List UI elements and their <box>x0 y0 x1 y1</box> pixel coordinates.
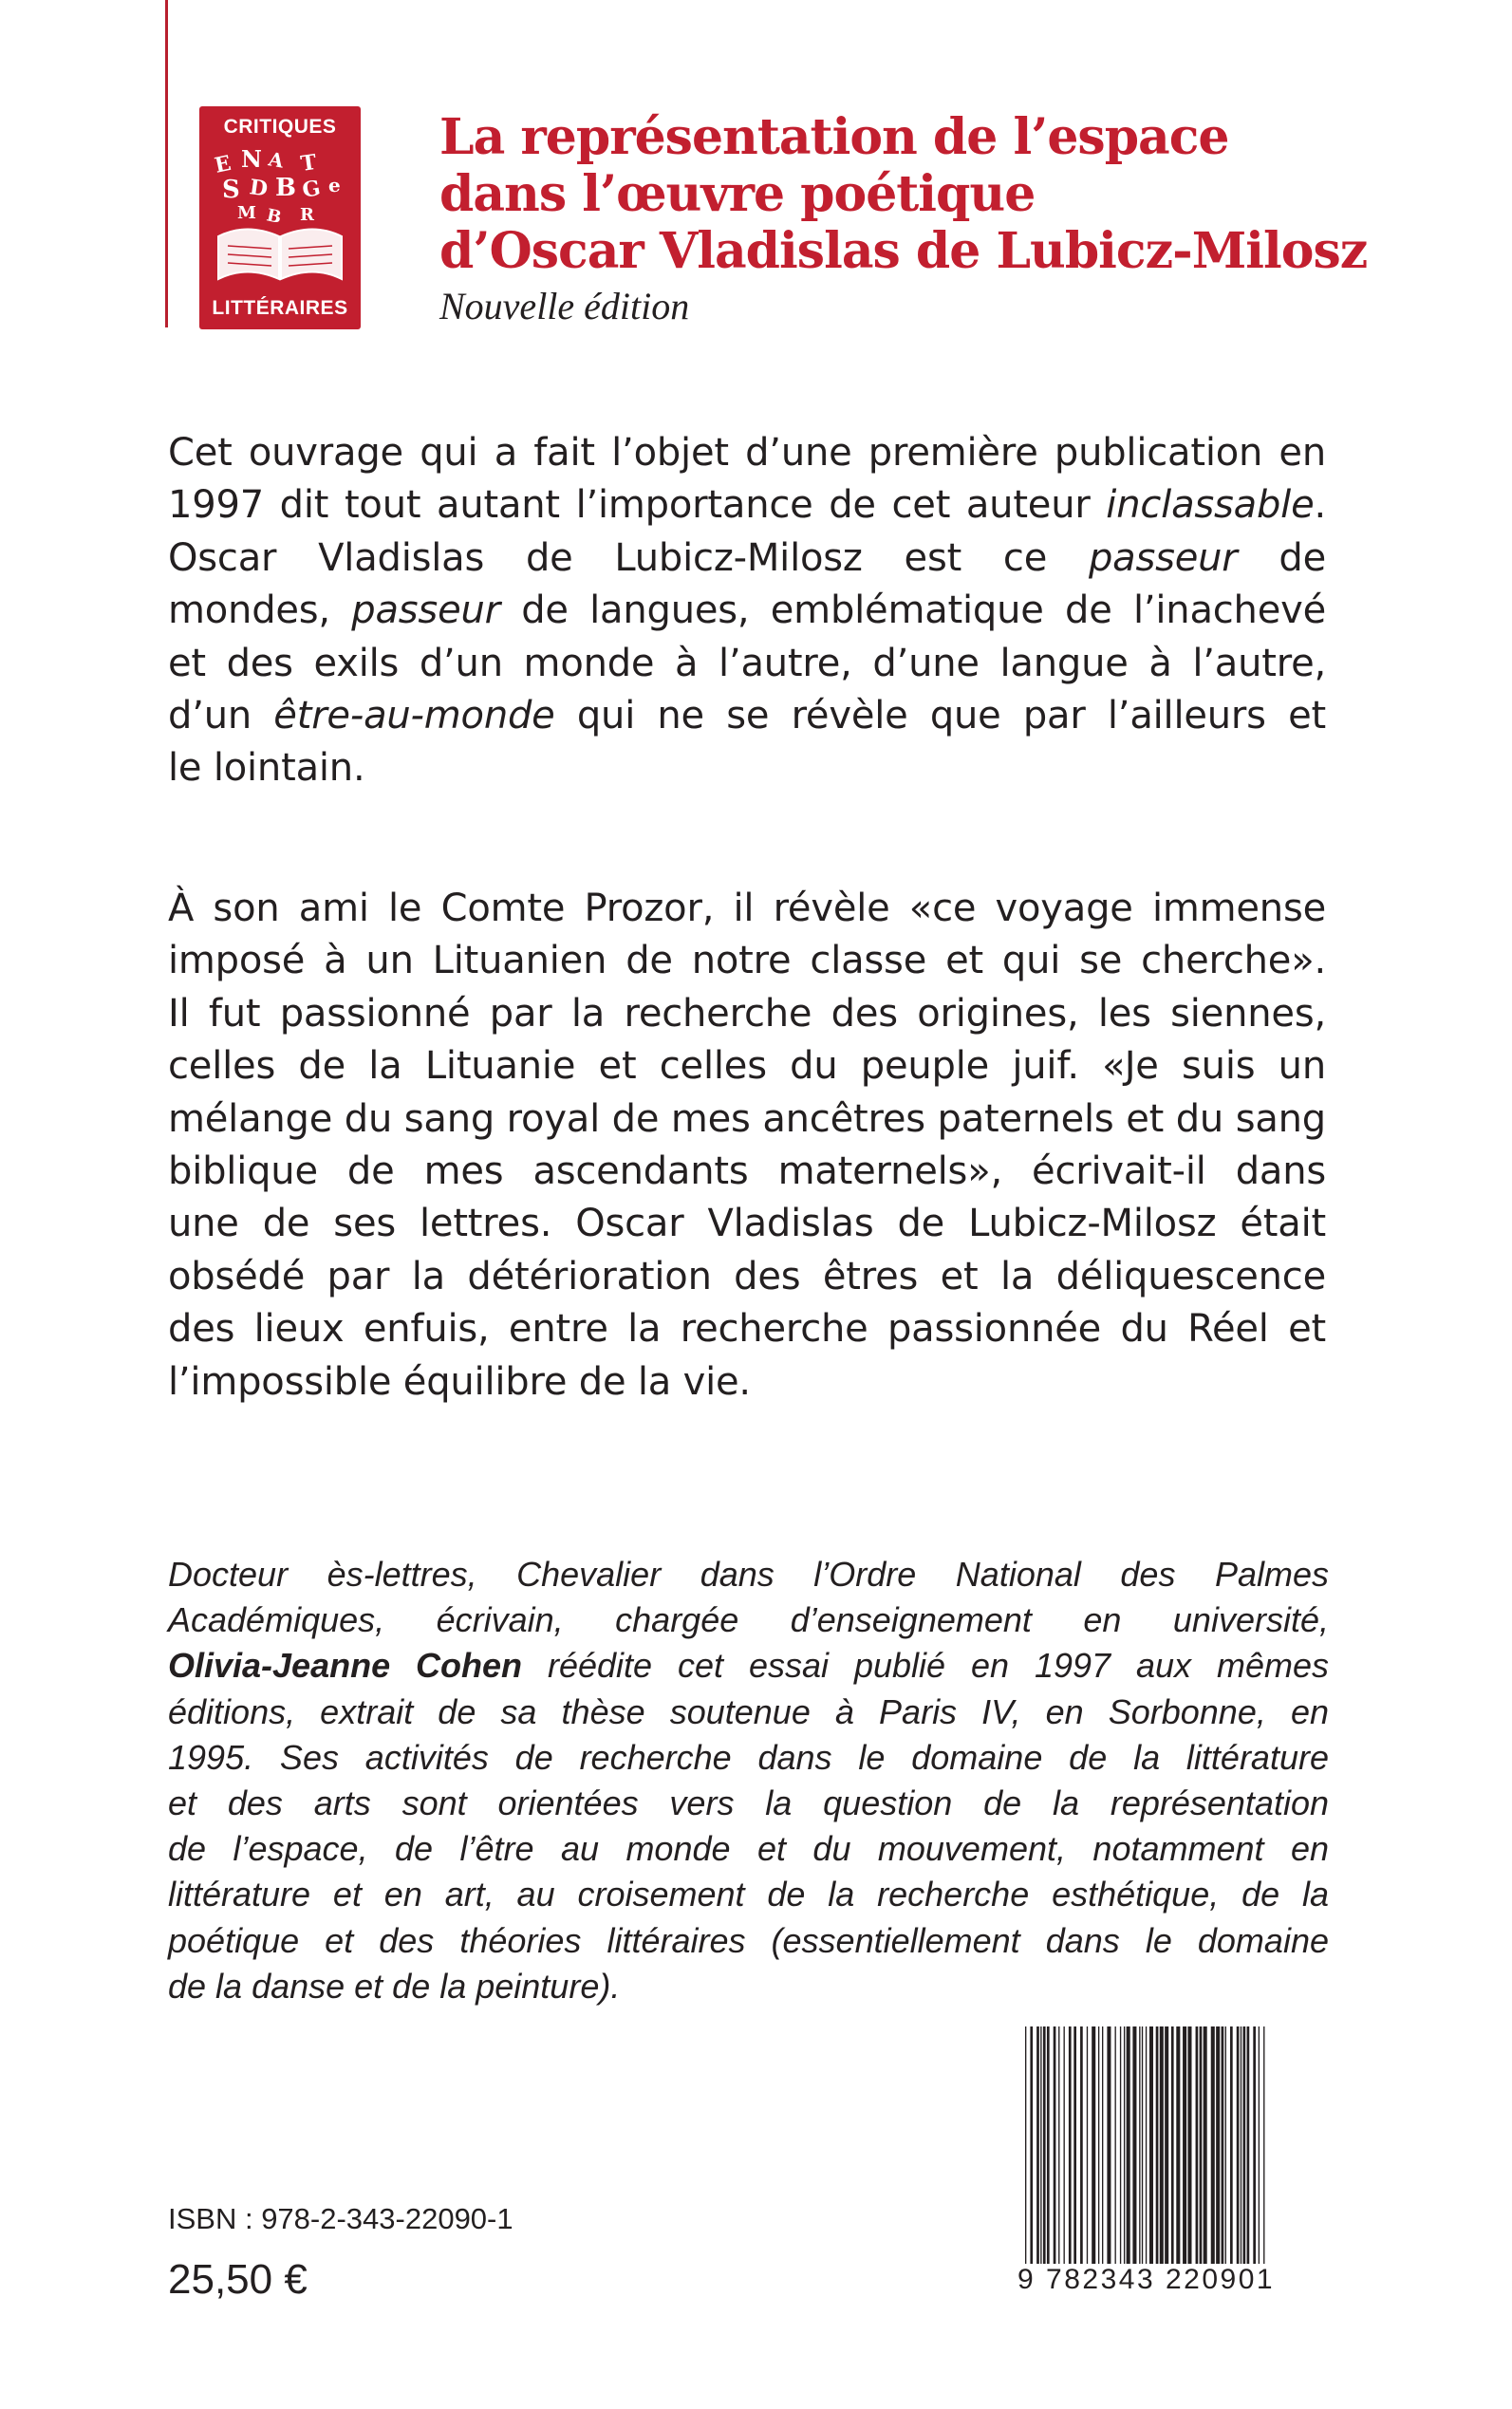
barcode-bar <box>1176 2026 1180 2264</box>
bio-line: Académiques, écrivain, chargée d’enseignement en université, <box>168 1600 1329 1640</box>
barcode-bar <box>1216 2026 1220 2264</box>
barcode-bar <box>1142 2026 1143 2264</box>
text-line: Il fut passionné par la recherche des origines, les siennes, <box>168 991 1326 1036</box>
emphasis: être-au-monde <box>273 694 555 738</box>
text-line: des lieux enfuis, entre la recherche passionnée du Réel et <box>168 1307 1326 1352</box>
barcode-bar <box>1237 2026 1240 2264</box>
barcode-bar <box>1200 2026 1203 2264</box>
svg-text:B: B <box>275 174 296 202</box>
open-book-icon <box>209 146 351 289</box>
barcode-bar <box>1187 2026 1191 2264</box>
text-line: biblique de mes ascendants maternels», écrivait-il dans <box>168 1149 1326 1194</box>
bio-line: poétique et des théories littéraires (essentiellement dans le domaine <box>168 1920 1329 1960</box>
bio-line: et des arts sont orientées vers la question de la représentation <box>168 1783 1329 1823</box>
barcode-bar <box>1025 2026 1026 2264</box>
barcode-bar <box>1098 2026 1099 2264</box>
barcode-bar <box>1171 2026 1174 2264</box>
barcode-bar <box>1107 2026 1111 2264</box>
text-line: celles de la Lituanie et celles du peuple juif. «Je suis un <box>168 1044 1326 1089</box>
text-line: mondes, passeur de langues, emblématique de l’inachevé <box>168 588 1326 633</box>
text-line: d’un être-au-monde qui ne se révèle que par l’ailleurs et <box>168 694 1326 738</box>
barcode-bar <box>1132 2026 1136 2264</box>
svg-text:E: E <box>212 150 233 178</box>
edition-subtitle: Nouvelle édition <box>439 285 690 327</box>
barcode-bar <box>1030 2026 1033 2264</box>
title-line: d’Oscar Vladislas de Lubicz-Milosz <box>439 222 1368 280</box>
bio-line: Olivia-Jeanne Cohen réédite cet essai publié en 1997 aux mêmes <box>168 1646 1329 1686</box>
barcode-bar <box>1247 2026 1250 2264</box>
bio-line: de l’espace, de l’être au monde et du mouvement, notamment en <box>168 1829 1329 1869</box>
emphasis: inclassable <box>1106 483 1315 528</box>
text-line: 1997 dit tout autant l’importance de cet auteur inclassable. <box>168 483 1326 528</box>
barcode-bar <box>1102 2026 1103 2264</box>
barcode-bar <box>1165 2026 1168 2264</box>
summary-paragraph-2 <box>168 883 1326 1409</box>
barcode-digits: 9 782343 220901 <box>1017 2264 1276 2295</box>
barcode-bar <box>1064 2026 1065 2264</box>
collection-logo <box>199 106 361 329</box>
text-line: À son ami le Comte Prozor, il révèle «ce voyage immense <box>168 887 1326 930</box>
barcode-bar <box>1092 2026 1095 2264</box>
svg-text:G: G <box>300 176 323 203</box>
svg-text:e: e <box>328 174 341 196</box>
barcode-bar <box>1054 2026 1056 2264</box>
barcode-bar <box>1139 2026 1140 2264</box>
svg-text:M: M <box>237 203 256 223</box>
bio-line: éditions, extrait de sa thèse soutenue à Paris IV, en Sorbonne, en <box>168 1691 1329 1731</box>
svg-text:R: R <box>300 205 314 225</box>
bio-line: de la danse et de la peinture). <box>168 1966 621 2006</box>
barcode-bar <box>1243 2026 1246 2264</box>
barcode-bar <box>1183 2026 1186 2264</box>
barcode-bar <box>1040 2026 1041 2264</box>
barcode-bar <box>1047 2026 1050 2264</box>
logo-top-label: CRITIQUES <box>223 116 337 138</box>
barcode-bar <box>1253 2026 1256 2264</box>
text-line: mélange du sang royal de mes ancêtres paternels et du sang <box>168 1096 1326 1141</box>
text-line: Cet ouvrage qui a fait l’objet d’une première publication en <box>168 431 1326 475</box>
svg-text:N: N <box>241 146 262 173</box>
text-line: obsédé par la détérioration des êtres et la déliquescence <box>168 1254 1326 1298</box>
barcode-bar <box>1073 2026 1076 2264</box>
emphasis: passeur <box>1088 535 1238 580</box>
barcode-bar <box>1115 2026 1116 2264</box>
barcode-bar <box>1124 2026 1125 2264</box>
emphasis: passeur <box>351 588 500 633</box>
barcode-bar <box>1149 2026 1153 2264</box>
summary-paragraph-1 <box>168 427 1326 795</box>
barcode-bar <box>1036 2026 1039 2264</box>
barcode-bar <box>1263 2026 1264 2264</box>
barcode-bar <box>1204 2026 1207 2264</box>
text-line: Oscar Vladislas de Lubicz-Milosz est ce passeur de <box>168 535 1326 580</box>
bio-line: littérature et en art, au croisement de la recherche esthétique, de la <box>168 1875 1329 1914</box>
barcode-bar <box>1230 2026 1233 2264</box>
barcode-bar <box>1225 2026 1226 2264</box>
barcode-bar <box>1120 2026 1121 2264</box>
barcode-bar <box>1043 2026 1046 2264</box>
book-title <box>439 109 1465 280</box>
title-block <box>439 109 1465 328</box>
text-line: imposé à un Lituanien de notre classe et qui se cherche». <box>168 939 1326 983</box>
barcode-bar <box>1127 2026 1130 2264</box>
barcode-bar <box>1222 2026 1224 2264</box>
barcode-bar <box>1196 2026 1199 2264</box>
svg-text:D: D <box>248 175 270 202</box>
text-line: l’impossible équilibre de la vie. <box>168 1359 751 1404</box>
author-bio <box>168 1552 1329 2009</box>
svg-text:A: A <box>267 147 286 173</box>
author-name: Olivia-Jeanne Cohen <box>168 1646 523 1686</box>
barcode-bar <box>1211 2026 1215 2264</box>
barcode-bar <box>1080 2026 1083 2264</box>
barcode-bar <box>1259 2026 1260 2264</box>
text-line: le lointain. <box>168 746 365 791</box>
bio-line: Docteur ès-lettres, Chevalier dans l’Ordre National des Palmes <box>168 1555 1329 1594</box>
barcode <box>1017 2026 1331 2264</box>
logo-bottom-label: LITTÉRAIRES <box>212 297 348 319</box>
red-vertical-rule <box>165 0 168 327</box>
svg-text:B: B <box>264 205 284 229</box>
svg-text:S: S <box>222 176 240 204</box>
barcode-bar <box>1087 2026 1088 2264</box>
text-line: une de ses lettres. Oscar Vladislas de Lubicz-Milosz était <box>168 1202 1326 1246</box>
bio-line: 1995. Ses activités de recherche dans le domaine de la littérature <box>168 1737 1329 1777</box>
barcode-bar <box>1069 2026 1072 2264</box>
barcode-bar <box>1058 2026 1059 2264</box>
text-line: et des exils d’un monde à l’autre, d’une langue à l’autre, <box>168 641 1326 685</box>
isbn-text: ISBN : 978-2-343-22090-1 <box>168 2202 513 2235</box>
barcode-bar <box>1146 2026 1147 2264</box>
barcode-bar <box>1156 2026 1159 2264</box>
svg-text:T: T <box>299 149 319 177</box>
title-line: dans l’œuvre poétique <box>439 165 1036 223</box>
title-line: La représentation de l’espace <box>439 108 1229 166</box>
price-text: 25,50 € <box>168 2256 308 2303</box>
barcode-bar <box>1160 2026 1164 2264</box>
